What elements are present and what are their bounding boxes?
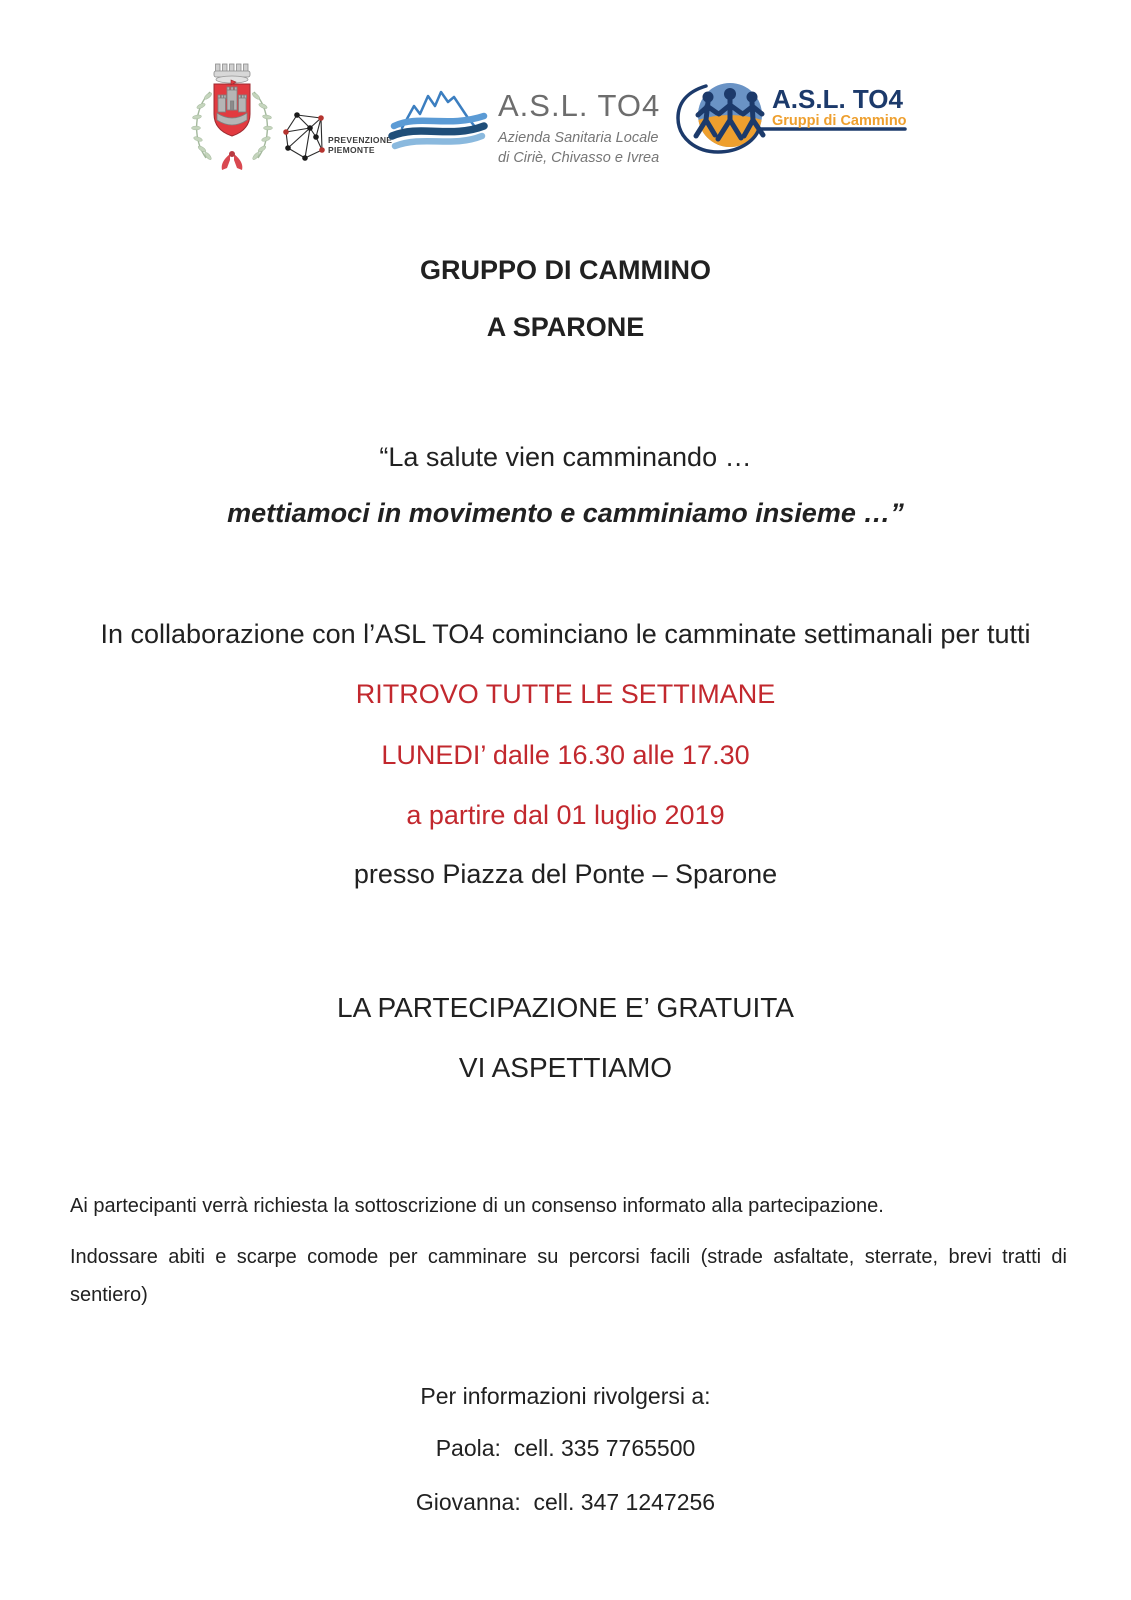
asl-to4-title: A.S.L. TO4	[498, 88, 661, 123]
prevenzione-label: PREVENZIONE	[328, 135, 392, 145]
main-title-line-2: A SPARONE	[486, 312, 645, 342]
contact-paola: Paola: cell. 335 7765500	[435, 1435, 696, 1461]
ribbon-icon	[222, 151, 243, 170]
info-heading: Per informazioni rivolgersi a:	[420, 1383, 711, 1409]
consent-note: Ai partecipanti verrà richiesta la sottoscrizione di un consenso informato alla partecipazione.	[70, 1195, 884, 1217]
meeting-line-3: a partire dal 01 luglio 2019	[406, 800, 725, 830]
intro-line: In collaborazione con l’ASL TO4 cominciano le camminate settimanali per tutti	[100, 619, 1031, 649]
contact-giovanna: Giovanna: cell. 347 1247256	[415, 1489, 716, 1515]
prevenzione-piemonte-logo	[280, 105, 392, 173]
gruppi-subtitle: Gruppi di Cammino	[772, 113, 907, 129]
gruppi-di-cammino-logo	[672, 72, 912, 162]
clothing-note: Indossare abiti e scarpe comode per camminare su percorsi facili (strade asfaltate, sterrate, brevi tratti di sentiero)	[70, 1246, 1067, 1306]
sparone-coat-of-arms-logo	[186, 54, 278, 172]
waiting-line: VI ASPETTIAMO	[458, 1052, 673, 1083]
asl-to4-subtitle-1: Azienda Sanitaria Locale	[498, 130, 659, 146]
main-title-line-1: GRUPPO DI CAMMINO	[419, 255, 711, 285]
location-line: presso Piazza del Ponte – Sparone	[353, 859, 778, 889]
piemonte-label: PIEMONTE	[328, 145, 375, 155]
gruppi-asl-title: A.S.L. TO4	[772, 84, 903, 114]
asl-to4-subtitle-2: di Ciriè, Chivasso e Ivrea	[498, 150, 660, 166]
quote-line-1: “La salute vien camminando …	[379, 442, 752, 472]
meeting-line-2: LUNEDI’ dalle 16.30 alle 17.30	[381, 740, 750, 770]
waves-icon	[392, 116, 484, 146]
meeting-line-1: RITROVO TUTTE LE SETTIMANE	[355, 679, 776, 709]
free-participation-line: LA PARTECIPAZIONE E’ GRATUITA	[337, 992, 794, 1023]
asl-to4-wordmark	[498, 90, 668, 168]
quote-line-2: mettiamoci in movimento e camminiamo insieme …”	[227, 498, 904, 528]
mountain-waves-logo	[388, 84, 490, 156]
